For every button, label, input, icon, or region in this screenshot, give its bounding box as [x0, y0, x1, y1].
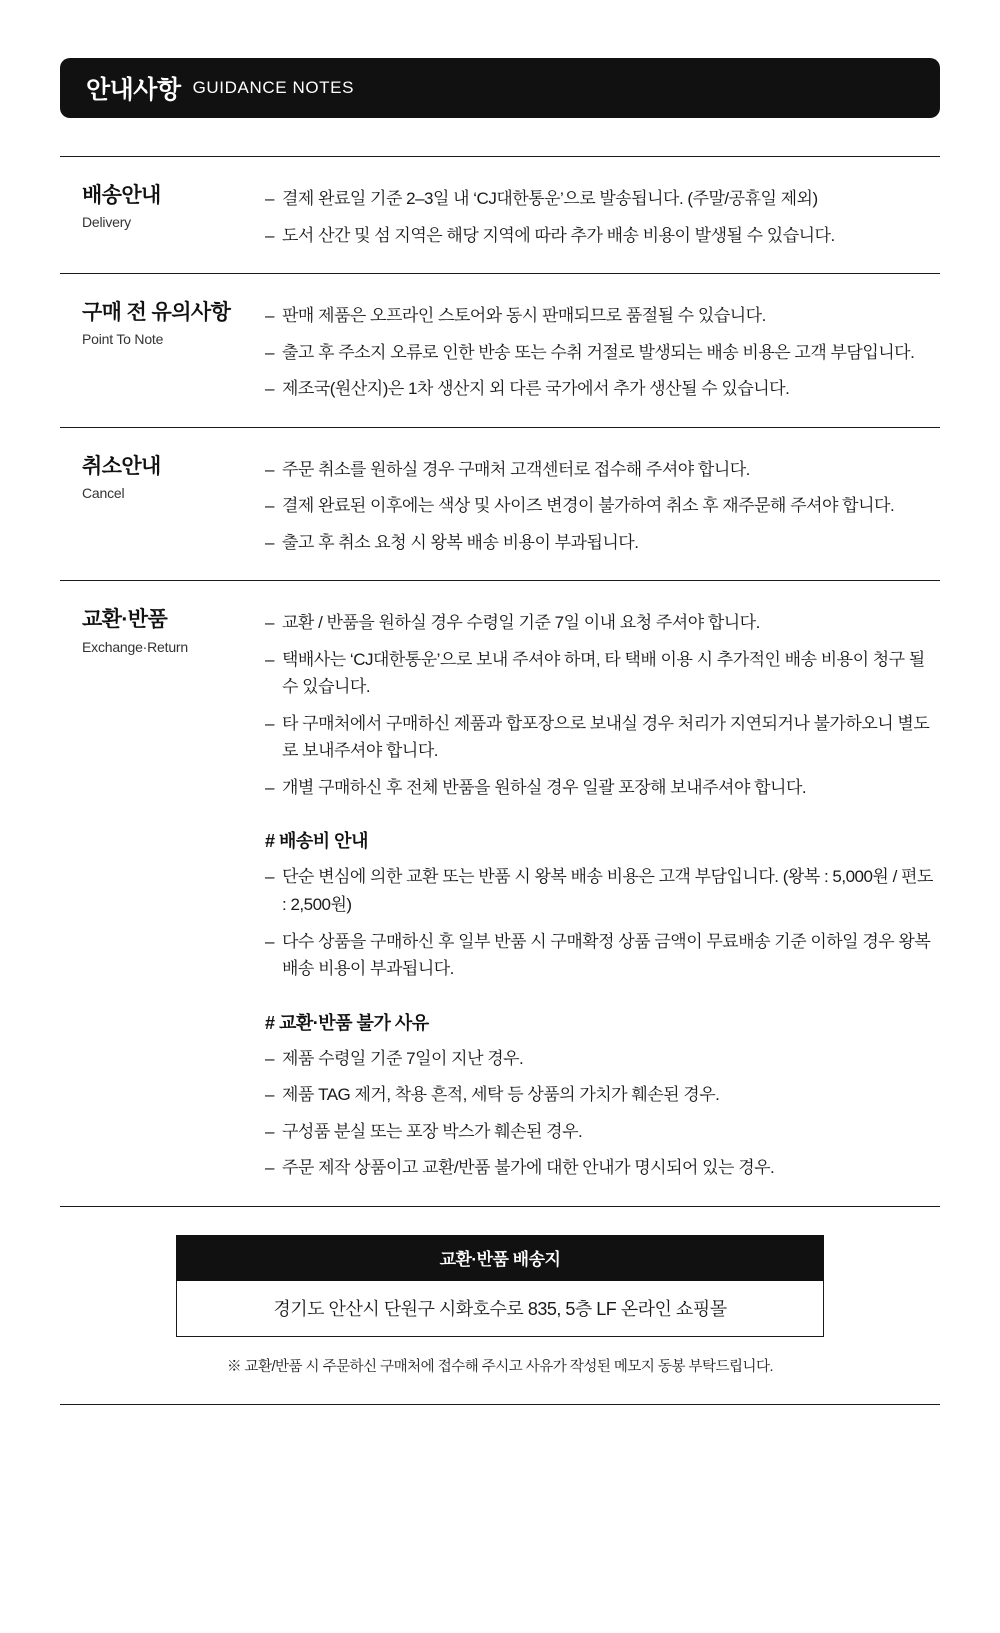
item-list — [265, 302, 940, 403]
section-title-en: Delivery — [82, 214, 131, 231]
list-item: – 결제 완료된 이후에는 색상 및 사이즈 변경이 불가하여 취소 후 재주문해 주셔야 합니다. — [265, 492, 940, 520]
section-heading — [60, 300, 265, 403]
item-list — [265, 456, 940, 557]
return-address-note: ※ 교환/반품 시 주문하신 구매처에 접수해 주시고 사유가 작성된 메모지 동봉 부탁드립니다. — [226, 1358, 774, 1375]
item-list — [265, 609, 940, 801]
section-body — [265, 300, 940, 403]
list-item: – 도서 산간 및 섬 지역은 해당 지역에 따라 추가 배송 비용이 발생될 수 있습니다. — [265, 222, 940, 250]
page-banner — [60, 58, 940, 118]
list-item: – 택배사는 ‘CJ대한통운’으로 보내 주셔야 하며, 타 택배 이용 시 추가적인 배송 비용이 청구 될 수 있습니다. — [265, 646, 940, 701]
section-heading — [60, 183, 265, 249]
banner-title-ko: 안내사항 — [86, 76, 181, 104]
list-item: – 판매 제품은 오프라인 스토어와 동시 판매되므로 품절될 수 있습니다. — [265, 302, 940, 330]
list-item: – 교환 / 반품을 원하실 경우 수령일 기준 7일 이내 요청 주셔야 합니다. — [265, 609, 940, 637]
divider — [60, 1404, 940, 1405]
return-address-heading: 교환·반품 배송지 — [176, 1235, 824, 1281]
list-item: – 결제 완료일 기준 2–3일 내 ‘CJ대한통운’으로 발송됩니다. (주말/공휴일 제외) — [265, 185, 940, 213]
item-list — [265, 185, 940, 249]
list-item: – 주문 취소를 원하실 경우 구매처 고객센터로 접수해 주셔야 합니다. — [265, 456, 940, 484]
banner-title-en: GUIDANCE NOTES — [192, 77, 355, 97]
guidance-notes-page — [0, 58, 1000, 1633]
subsection-title-shipping-fee: # 배송비 안내 — [265, 831, 368, 852]
list-item: – 제품 TAG 제거, 착용 흔적, 세탁 등 상품의 가치가 훼손된 경우. — [265, 1081, 940, 1109]
section-title-ko: 교환·반품 — [82, 608, 168, 632]
section-title-en: Point To Note — [82, 331, 164, 348]
section-body — [265, 607, 940, 1181]
section-title-ko: 구매 전 유의사항 — [82, 301, 231, 325]
list-item: – 제품 수령일 기준 7일이 지난 경우. — [265, 1045, 940, 1073]
section-title-en: Exchange·Return — [82, 638, 188, 655]
item-list — [265, 863, 940, 982]
list-item: – 구성품 분실 또는 포장 박스가 훼손된 경우. — [265, 1118, 940, 1146]
section-title-ko: 취소안내 — [82, 454, 161, 478]
list-item: – 제조국(원산지)은 1차 생산지 외 다른 국가에서 추가 생산될 수 있습니다. — [265, 375, 940, 403]
list-item: – 다수 상품을 구매하신 후 일부 반품 시 구매확정 상품 금액이 무료배송 기준 이하일 경우 왕복 배송 비용이 부과됩니다. — [265, 928, 940, 983]
return-address-value: 경기도 안산시 단원구 시화호수로 835, 5층 LF 온라인 쇼핑몰 — [176, 1281, 824, 1337]
list-item: – 출고 후 취소 요청 시 왕복 배송 비용이 부과됩니다. — [265, 529, 940, 557]
list-item: – 주문 제작 상품이고 교환/반품 불가에 대한 안내가 명시되어 있는 경우. — [265, 1154, 940, 1182]
section-heading — [60, 454, 265, 557]
section-title-en: Cancel — [82, 484, 125, 501]
section-heading — [60, 607, 265, 1181]
list-item: – 출고 후 주소지 오류로 인한 반송 또는 수취 거절로 발생되는 배송 비용은 고객 부담입니다. — [265, 339, 940, 367]
section-point-to-note — [60, 274, 940, 427]
section-title-ko: 배송안내 — [82, 184, 161, 207]
divider — [60, 1206, 940, 1207]
list-item: – 타 구매처에서 구매하신 제품과 합포장으로 보내실 경우 처리가 지연되거나 불가하오니 별도로 보내주셔야 합니다. — [265, 710, 940, 765]
section-delivery — [60, 157, 940, 273]
section-exchange-return — [60, 581, 940, 1205]
return-address-block — [176, 1235, 824, 1337]
section-cancel — [60, 428, 940, 581]
item-list — [265, 1045, 940, 1182]
subsection-title-not-eligible: # 교환·반품 불가 사유 — [265, 1012, 429, 1033]
list-item: – 단순 변심에 의한 교환 또는 반품 시 왕복 배송 비용은 고객 부담입니다. (왕복 : 5,000원 / 편도 : 2,500원) — [265, 863, 940, 918]
section-body — [265, 454, 940, 557]
list-item: – 개별 구매하신 후 전체 반품을 원하실 경우 일괄 포장해 보내주셔야 합니다. — [265, 774, 940, 802]
section-body — [265, 183, 940, 249]
